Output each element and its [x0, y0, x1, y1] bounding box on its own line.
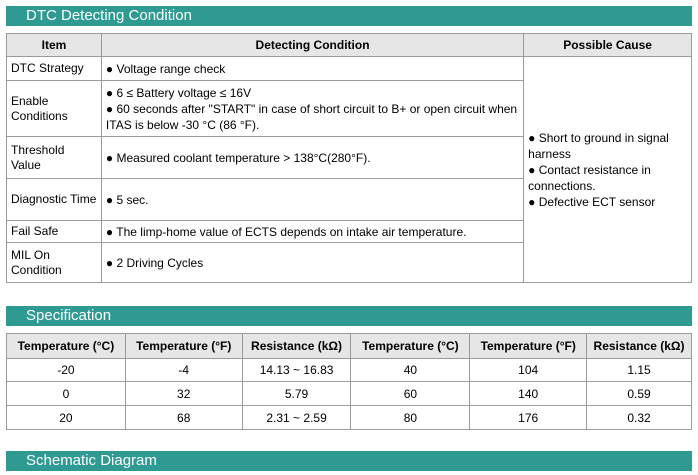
- spec-cell: 80: [351, 406, 470, 430]
- dtc-section-header: [6, 6, 692, 26]
- spec-cell: 0.32: [587, 406, 692, 430]
- cause-item: ● Defective ECT sensor: [528, 194, 656, 209]
- condition-line: ● 60 seconds after "START" in case of short circuit to B+ or open circuit when ITAS is below -30 °C (86 °F).: [105, 101, 518, 132]
- table-row: [7, 57, 692, 81]
- condition-line: ● 6 ≤ Battery voltage ≤ 16V: [105, 85, 252, 100]
- table-row: [7, 359, 692, 382]
- spec-cell: -20: [7, 359, 126, 382]
- schematic-section-header: [6, 451, 692, 471]
- item-fail-safe: Fail Safe: [7, 221, 102, 243]
- header-condition: Detecting Condition: [101, 34, 523, 57]
- spec-cell: 32: [125, 382, 242, 406]
- spec-header: Resistance (kΩ): [242, 334, 351, 359]
- cause-item: ● Short to ground in signal harness: [528, 130, 669, 161]
- spec-header: Temperature (°C): [7, 334, 126, 359]
- header-cause: Possible Cause: [524, 34, 692, 57]
- item-threshold-value: Threshold Value: [7, 137, 102, 179]
- spec-header: Temperature (°C): [351, 334, 470, 359]
- spec-cell: 1.15: [587, 359, 692, 382]
- spec-header: Temperature (°F): [125, 334, 242, 359]
- item-diagnostic-time: Diagnostic Time: [7, 179, 102, 221]
- condition-dtc-strategy: ● Voltage range check: [101, 57, 523, 81]
- header-item: Item: [7, 34, 102, 57]
- spec-cell: 68: [125, 406, 242, 430]
- spec-cell: 0.59: [587, 382, 692, 406]
- spec-cell: 140: [470, 382, 587, 406]
- item-mil-on-condition: MIL On Condition: [7, 243, 102, 283]
- spec-section-header: [6, 306, 692, 326]
- cause-item: ● Contact resistance in connections.: [528, 162, 651, 193]
- spec-header-row: [7, 334, 692, 359]
- spec-cell: 14.13 ~ 16.83: [242, 359, 351, 382]
- condition-fail-safe: ● The limp-home value of ECTS depends on intake air temperature.: [101, 221, 523, 243]
- spec-cell: 176: [470, 406, 587, 430]
- condition-diagnostic-time: ● 5 sec.: [101, 179, 523, 221]
- spec-cell: 2.31 ~ 2.59: [242, 406, 351, 430]
- dtc-header-row: [7, 34, 692, 57]
- spec-cell: 40: [351, 359, 470, 382]
- schematic-section-title: Schematic Diagram: [26, 452, 157, 469]
- dtc-section-title: DTC Detecting Condition: [26, 7, 192, 24]
- table-row: [7, 382, 692, 406]
- spec-cell: 60: [351, 382, 470, 406]
- table-row: [7, 406, 692, 430]
- condition-enable-conditions: [101, 81, 523, 137]
- condition-threshold-value: ● Measured coolant temperature > 138°C(280°F).: [101, 137, 523, 179]
- spec-table: [6, 333, 692, 430]
- spec-header: Resistance (kΩ): [587, 334, 692, 359]
- spec-cell: 104: [470, 359, 587, 382]
- item-dtc-strategy: DTC Strategy: [7, 57, 102, 81]
- spec-section-title: Specification: [26, 307, 112, 324]
- spec-cell: 5.79: [242, 382, 351, 406]
- condition-mil-on-condition: ● 2 Driving Cycles: [101, 243, 523, 283]
- possible-cause-cell: [524, 57, 692, 283]
- spec-header: Temperature (°F): [470, 334, 587, 359]
- dtc-table: [6, 33, 692, 283]
- item-enable-conditions: Enable Conditions: [7, 81, 102, 137]
- spec-cell: 20: [7, 406, 126, 430]
- spec-cell: 0: [7, 382, 126, 406]
- spec-cell: -4: [125, 359, 242, 382]
